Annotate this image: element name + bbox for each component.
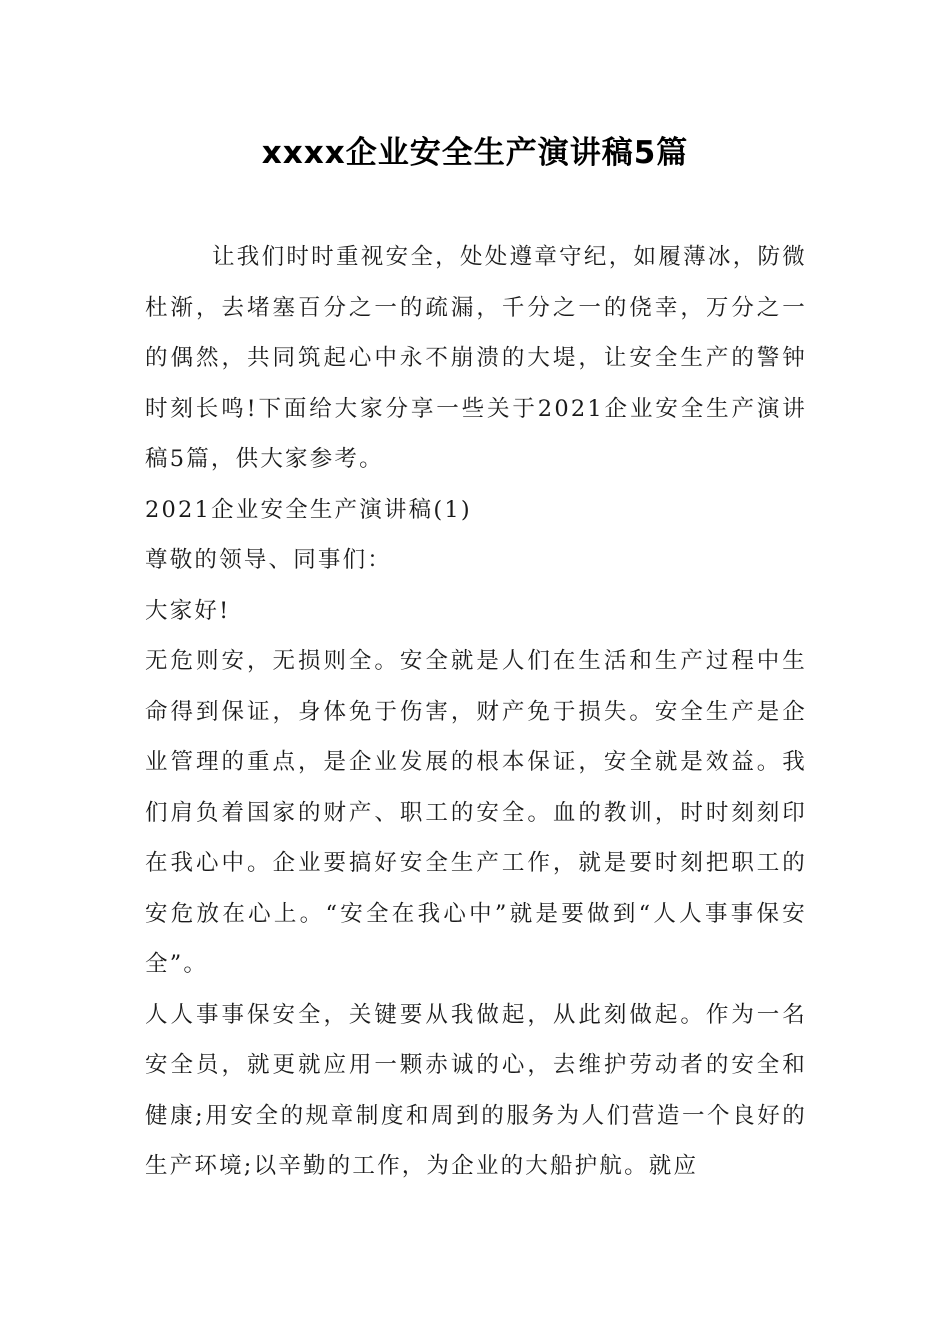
intro-paragraph: 让我们时时重视安全，处处遵章守纪，如履薄冰，防微杜渐，去堵塞百分之一的疏漏，千分之一的侥幸，万分之一的偶然，共同筑起心中永不崩溃的大堤，让安全生产的警钟时刻长鸣!下面给大家分享一些关于2021企业安全生产演讲稿5篇，供大家参考。 [145, 244, 807, 472]
body-paragraph: 人人事事保安全，关键要从我做起，从此刻做起。作为一名安全员，就更就应用一颗赤诚的心，去维护劳动者的安全和健康;用安全的规章制度和周到的服务为人们营造一个良好的生产环境;以辛勤的工作，为企业的大船护航。就应 [145, 1001, 807, 1179]
salutation: 尊敬的领导、同事们： [145, 547, 393, 573]
document-body [145, 232, 807, 1192]
speech-heading: 2021企业安全生产演讲稿(1) [145, 496, 472, 523]
greeting: 大家好! [145, 597, 231, 624]
document-title: xxxx企业安全生产演讲稿5篇 [261, 135, 689, 171]
body-paragraph: 无危则安，无损则全。安全就是人们在生活和生产过程中生命得到保证，身体免于伤害，财产免于损失。安全生产是企业管理的重点，是企业发展的根本保证，安全就是效益。我们肩负着国家的财产、职工的安全。血的教训，时时刻刻印在我心中。企业要搞好安全生产工作，就是要时刻把职工的安危放在心上。“安全在我心中”就是要做到“人人事事保安全”。 [145, 648, 807, 977]
